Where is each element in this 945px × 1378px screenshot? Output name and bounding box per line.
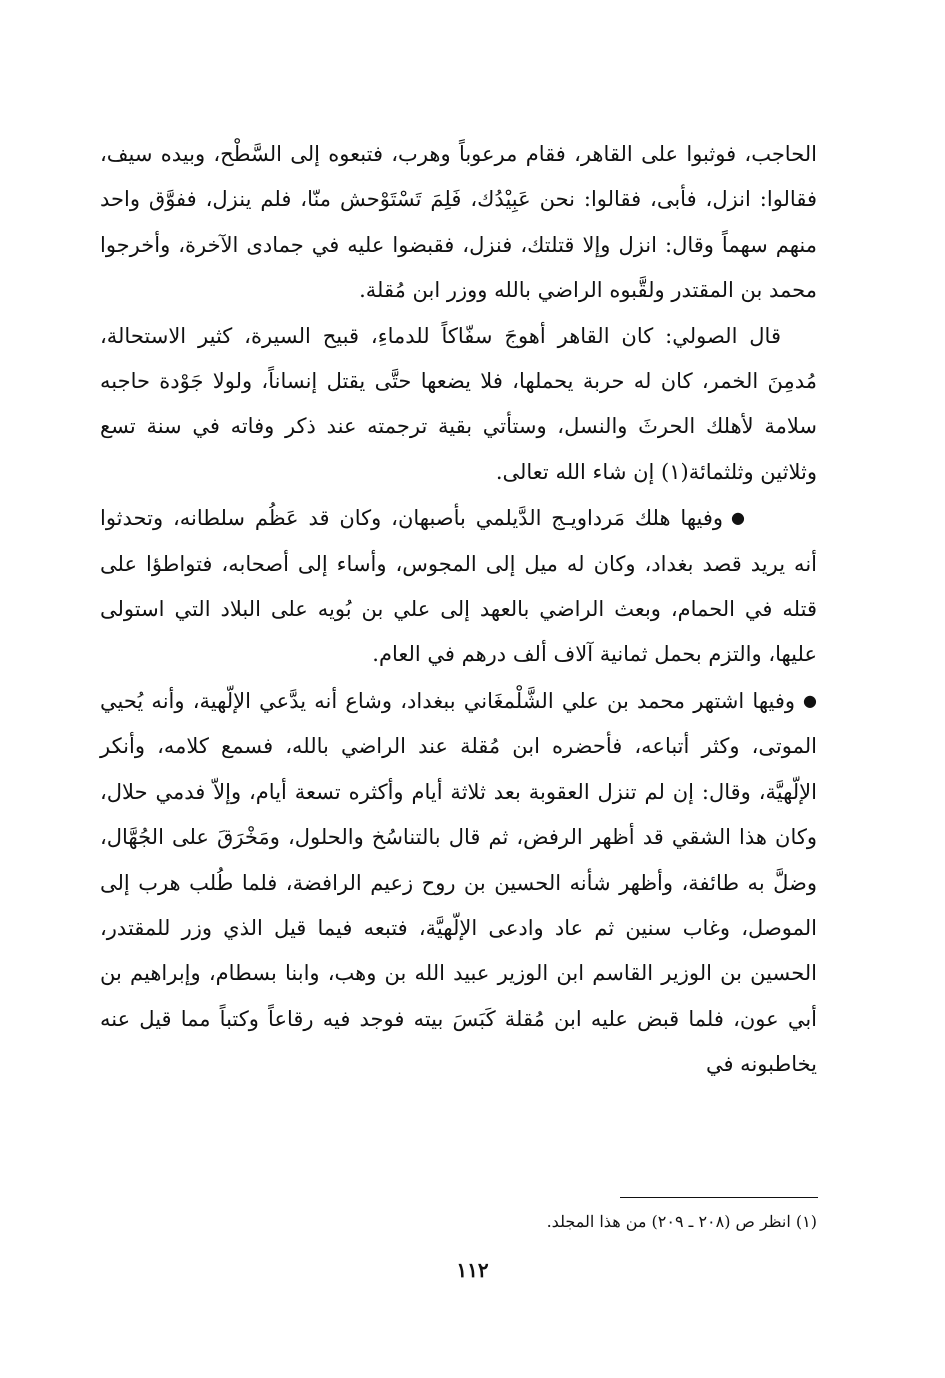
paragraph-2-text: قال الصولي: كان القاهر أهوجَ سفّاكاً للدماءِ، قبيح السيرة، كثير الاستحالة، مُدمِنَ الخمر، كان له حربة يحملها، فلا يضعها حتَّى يقتل إنساناً، ولولا جَوْدة حاجبه سلامة لأهلك الحرثَ والنسل، وستأتي بقية ترجمته عند ذكر وفاته في سنة تسع وثلاثين وثلثمائة(١) إن شاء الله تعالى.	[100, 323, 817, 484]
footnote-divider	[620, 1197, 818, 1198]
paragraph-1	[100, 132, 817, 314]
page-body	[100, 132, 817, 1088]
paragraph-1-text: الحاجب، فوثبوا على القاهر، فقام مرعوباً وهرب، فتبعوه إلى السَّطْح، وبيده سيف، فقالوا: انزل، فأبى، فقالوا: نحن عَبِيْدُك، فَلِمَ تَسْتَوْحش منّا، فلم ينزل، ففوَّق واحد منهم سهماً وقال: انزل وإلا قتلتك، فنزل، فقبضوا عليه في جمادى الآخرة، وأخرجوا محمد بن المقتدر ولقَّبوه الراضي بالله ووزر ابن مُقلة.	[100, 142, 817, 303]
bullet-icon: ●	[803, 690, 817, 710]
paragraph-4	[100, 678, 817, 1088]
paragraph-3-text: وفيها هلك مَرداويـج الدَّيلمي بأصبهان، وكان قد عَظُم سلطانه، وتحدثوا أنه يريد قصد بغداد، وكان له ميل إلى المجوس، وأساء إلى أصحابه، فتواطؤا على قتله في الحمام، وبعث الراضي بالعهد إلى علي بن بُويه على البلاد التي استولى عليها، والتزم بحمل ثمانية آلاف ألف درهم في العام.	[100, 506, 817, 667]
paragraph-4-text: وفيها اشتهر محمد بن علي الشَّلْمغَاني ببغداد، وشاع أنه يدَّعي الإلّهية، وأنه يُحيي الموتى، وكثر أتباعه، فأحضره ابن مُقلة عند الراضي بالله، فسمع كلامه، وأنكر الإلّهيَّة، وقال: إن لم تنزل العقوبة بعد ثلاثة أيام وأكثره تسعة أيام، وإلاّ فدمي حلال، وكان هذا الشقي قد أظهر الرفض، ثم قال بالتناسُخ والحلول، ومَخْرَقَ على الجُهَّال، وضلَّ به طائفة، وأظهر شأنه الحسين بن روح زعيم الرافضة، فلما طُلب هرب إلى الموصل، وغاب سنين ثم عاد وادعى الإلّهيَّة، فتبعه فيما قيل الذي وزر للمقتدر، الحسين بن الوزير القاسم ابن الوزير عبيد الله بن وهب، وابنا بسطام، وإبراهيم بن أبي عون، فلما قبض عليه ابن مُقلة كَبَسَ بيته فوجد فيه رقاعاً وكتباً مما قيل عنه يخاطبونه في	[100, 688, 817, 1077]
footnote: (١) انظر ص (٢٠٨ ـ ٢٠٩) من هذا المجلد.	[546, 1212, 817, 1231]
page-number: ١١٢	[456, 1258, 489, 1282]
paragraph-2	[100, 314, 817, 496]
bullet-icon: ●	[731, 508, 745, 528]
paragraph-3	[100, 495, 817, 678]
